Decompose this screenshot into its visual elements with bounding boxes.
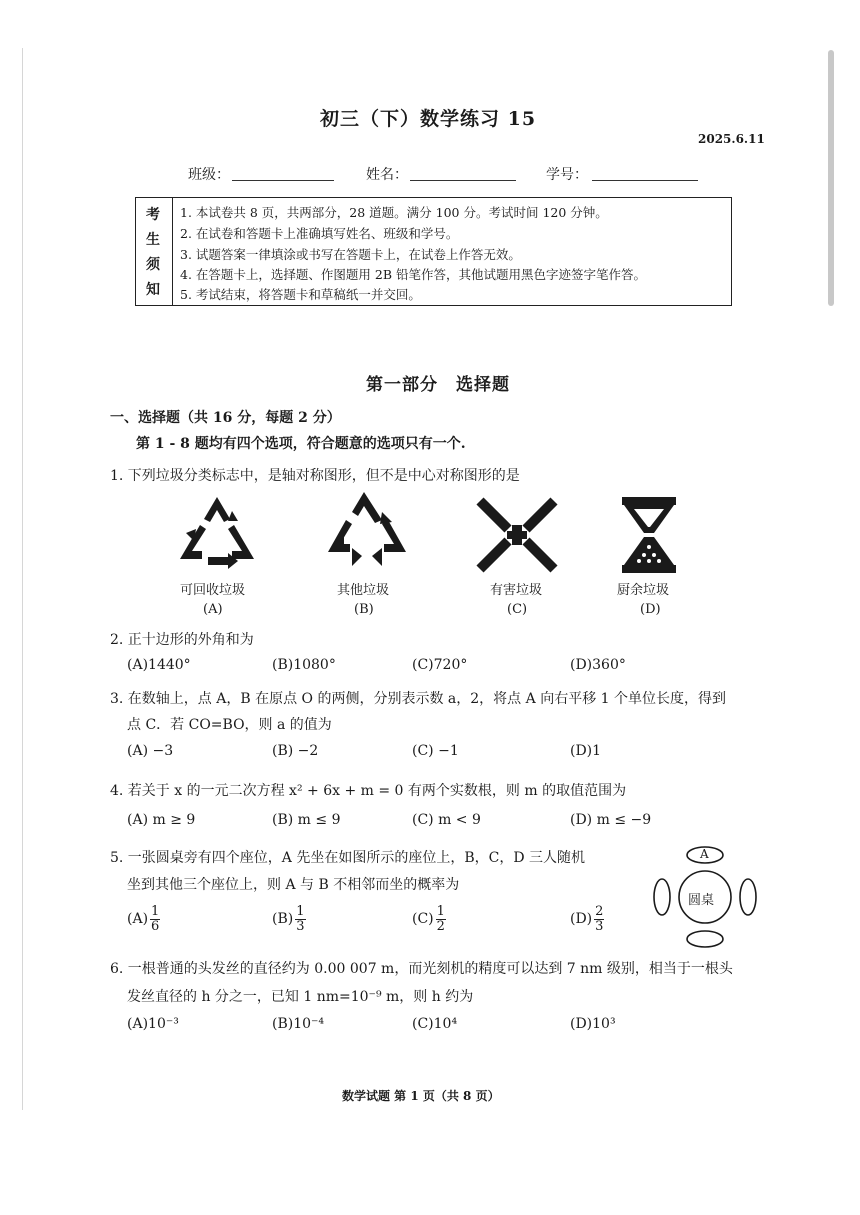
question-5-line-2: 坐到其他三个座位上，则 A 与 B 不相邻而坐的概率为 [127, 877, 460, 893]
question-2-option-d: (D)360° [570, 657, 626, 673]
question-2-option-c: (C)720° [412, 657, 468, 673]
option-label: (B) [272, 911, 294, 928]
question-4-option-a: (A) m ≥ 9 [127, 812, 196, 828]
fraction-denominator: 3 [296, 918, 305, 934]
kitchen-waste-icon [604, 495, 694, 575]
question-5-option-d [570, 905, 604, 933]
question-6-line-1: 6. 一根普通的头发丝的直径约为 0.00 007 m，而光刻机的精度可以达到 7 nm 级别，相当于一根头 [110, 961, 733, 977]
instruction-item: 5. 考试结束，将答题卡和草稿纸一并交回。 [180, 287, 421, 302]
seat-left [654, 879, 670, 915]
instruction-item: 1. 本试卷共 8 页，共两部分，28 道题。满分 100 分。考试时间 120 分钟。 [180, 205, 608, 220]
question-3-line-2: 点 C．若 CO=BO，则 a 的值为 [127, 717, 332, 733]
fraction-denominator: 3 [595, 918, 604, 934]
page-edge [22, 48, 23, 1110]
instruction-item: 2. 在试卷和答题卡上准确填写姓名、班级和学号。 [180, 226, 459, 241]
student-id-field[interactable] [592, 180, 698, 181]
exam-instructions-box [135, 197, 732, 306]
exam-date: 2025.6.11 [698, 132, 765, 146]
fraction-numerator: 2 [595, 904, 604, 919]
question-1-stem: 1. 下列垃圾分类标志中，是轴对称图形，但不是中心对称图形的是 [110, 468, 520, 484]
question-6-option-b: (B)10⁻⁴ [272, 1016, 325, 1032]
question-3-option-a: (A) −3 [127, 743, 174, 759]
question-4-option-d: (D) m ≤ −9 [570, 812, 652, 828]
question-6-line-2: 发丝直径的 h 分之一，已知 1 nm=10⁻⁹ m，则 h 约为 [127, 989, 474, 1005]
question-3-option-c: (C) −1 [412, 743, 459, 759]
question-4-option-c: (C) m < 9 [412, 812, 481, 828]
option-label: (A) [127, 911, 149, 928]
fraction-denominator: 2 [436, 918, 445, 934]
question-3-line-1: 3. 在数轴上，点 A，B 在原点 O 的两侧，分别表示数 a，2，将点 A 向右平移 1 个单位长度，得到 [110, 691, 727, 707]
fraction [295, 905, 305, 933]
fraction-denominator: 6 [151, 918, 160, 934]
side-char: 须 [146, 257, 160, 273]
fraction-numerator: 1 [151, 904, 160, 919]
fraction [594, 905, 604, 933]
question-3-option-d: (D)1 [570, 743, 602, 759]
option-a-caption: 可回收垃圾 [180, 583, 246, 598]
question-2-option-a: (A)1440° [127, 657, 191, 673]
question-2-stem: 2. 正十边形的外角和为 [110, 632, 254, 648]
name-label: 姓名： [366, 167, 408, 183]
other-waste-icon [322, 490, 412, 570]
option-label: (C) [412, 911, 434, 928]
question-4-stem: 4. 若关于 x 的一元二次方程 x² + 6x + m = 0 有两个实数根，则 m 的取值范围为 [110, 783, 627, 799]
question-6-option-a: (A)10⁻³ [127, 1016, 179, 1032]
option-d-letter: (D) [640, 602, 661, 617]
question-3-option-b: (B) −2 [272, 743, 319, 759]
hazardous-waste-icon [472, 495, 562, 575]
fraction [436, 905, 446, 933]
seat-a-label: A [700, 847, 709, 861]
question-6-option-c: (C)10⁴ [412, 1016, 458, 1032]
instructions-side-label [136, 198, 173, 305]
option-b-letter: (B) [354, 602, 374, 617]
question-5-line-1: 5. 一张圆桌旁有四个座位，A 先坐在如图所示的座位上，B，C，D 三人随机 [110, 850, 586, 866]
table-label: 圆桌 [688, 893, 715, 908]
section-instructions: 第 1 - 8 题均有四个选项，符合题意的选项只有一个. [136, 436, 466, 452]
seat-bottom [687, 931, 723, 947]
question-5-option-b [272, 905, 306, 933]
seat-right [740, 879, 756, 915]
side-char: 考 [146, 207, 160, 223]
option-b-caption: 其他垃圾 [337, 583, 390, 598]
section-title: 一、选择题（共 16 分，每题 2 分） [110, 410, 341, 426]
side-char: 知 [146, 282, 160, 298]
fraction-numerator: 1 [436, 904, 445, 919]
student-id-label: 学号： [546, 167, 588, 183]
question-2-option-b: (B)1080° [272, 657, 336, 673]
recycle-icon [172, 493, 262, 573]
option-c-caption: 有害垃圾 [490, 583, 543, 598]
question-5-option-a [127, 905, 160, 933]
option-d-caption: 厨余垃圾 [617, 583, 670, 598]
page-footer: 数学试题 第 1 页（共 8 页） [342, 1089, 500, 1103]
class-field[interactable] [232, 180, 334, 181]
option-label: (D) [570, 911, 593, 928]
option-a-letter: (A) [203, 602, 223, 617]
fraction-numerator: 1 [296, 904, 305, 919]
part-one-title: 第一部分 选择题 [366, 375, 510, 395]
question-4-option-b: (B) m ≤ 9 [272, 812, 341, 828]
page-title: 初三（下）数学练习 15 [320, 108, 537, 130]
question-6-option-d: (D)10³ [570, 1016, 616, 1032]
class-label: 班级： [188, 167, 230, 183]
name-field[interactable] [410, 180, 516, 181]
instruction-item: 4. 在答题卡上，选择题、作图题用 2B 铅笔作答，其他试题用黑色字迹签字笔作答。 [180, 267, 646, 282]
question-5-option-c [412, 905, 446, 933]
side-char: 生 [146, 232, 160, 248]
vertical-scrollbar[interactable] [828, 50, 834, 306]
fraction [150, 905, 160, 933]
instruction-item: 3. 试题答案一律填涂或书写在答题卡上，在试卷上作答无效。 [180, 247, 521, 262]
option-c-letter: (C) [507, 602, 528, 617]
